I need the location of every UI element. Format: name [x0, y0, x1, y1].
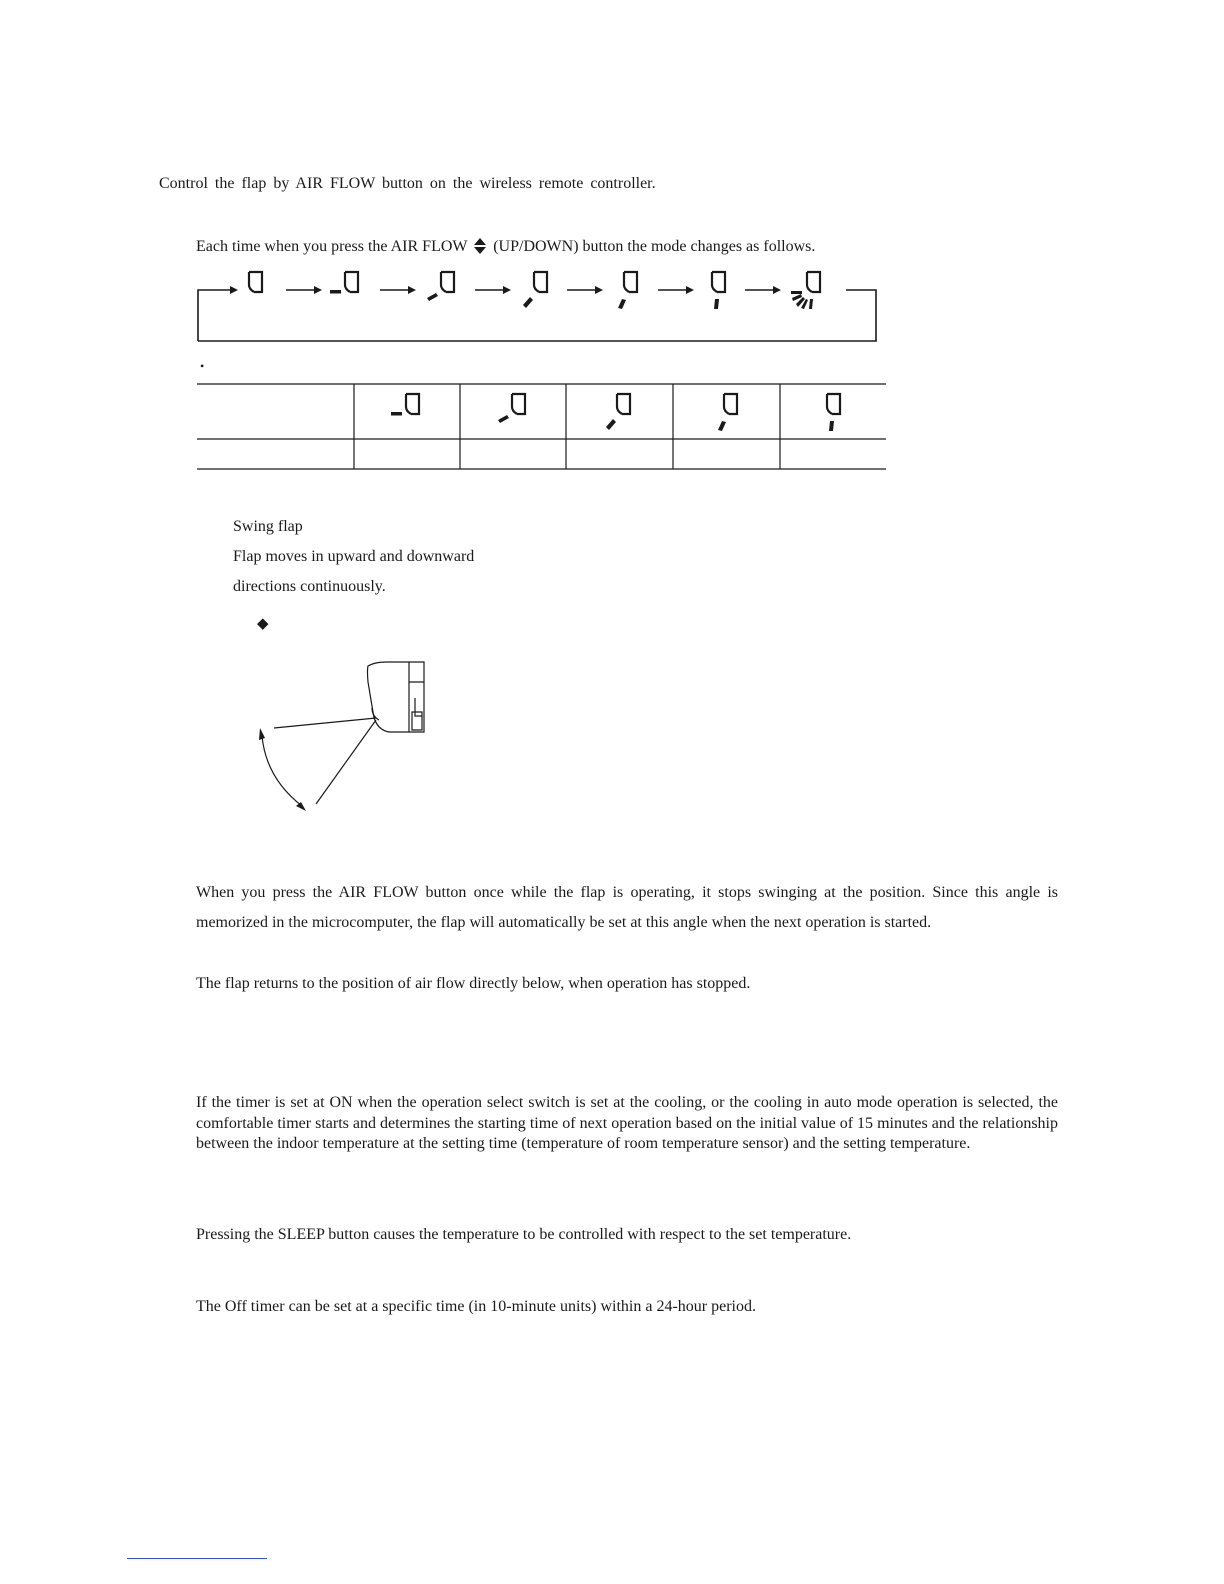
flap-position-2-icon	[427, 272, 454, 301]
flap-position-5-icon	[712, 272, 725, 309]
intro-text: Control the flap by AIR FLOW button on the wireless remote controller.	[159, 175, 656, 192]
swing-title: Swing flap	[233, 518, 303, 535]
table-flap-position-3-icon	[606, 394, 630, 430]
footer-link-line	[127, 1558, 267, 1559]
flap-position-1-icon	[330, 272, 358, 294]
memorize-paragraph: When you press the AIR FLOW button once while the flap is operating, it stops swinging at the position. Since this angle is memorized in the microcomputer, the flap will automatically be set at this angle when the next operation is started.	[196, 884, 1058, 931]
flap-position-table	[197, 383, 897, 473]
table-flap-position-1-icon	[391, 394, 419, 416]
diamond-icon: ◆	[257, 616, 269, 632]
stop-paragraph: The flap returns to the position of air flow directly below, when operation has stopped.	[196, 975, 751, 992]
up-down-icon	[474, 238, 486, 254]
bullet-dot: •	[200, 359, 205, 373]
swing-desc-line2: directions continuously.	[233, 578, 386, 595]
flap-position-3-icon	[523, 272, 547, 308]
swing-desc-line1: Flap moves in upward and downward	[233, 548, 475, 565]
off-timer-paragraph: The Off timer can be set at a specific time (in 10-minute units) within a 24-hour period.	[196, 1298, 756, 1315]
mode-line-prefix: Each time when you press the AIR FLOW	[196, 238, 468, 255]
mode-cycle-diagram	[190, 262, 890, 352]
mode-line-suffix: (UP/DOWN) button the mode changes as follows.	[493, 238, 816, 255]
swing-angle-diagram	[250, 660, 450, 830]
timer-paragraph: If the timer is set at ON when the operation select switch is set at the cooling, or the cooling in auto mode operation is selected, the comfortable timer starts and determines the starting time of next operation based on the initial value of 15 minutes and the relationship between the indoor temperature at the setting time (temperature of room temperature sensor) and the setting temperature.	[196, 1094, 1058, 1152]
table-flap-position-5-icon	[827, 394, 840, 431]
table-flap-position-2-icon	[498, 394, 525, 423]
flap-horizontal-icon	[249, 272, 262, 292]
flap-swing-icon	[791, 272, 820, 309]
table-flap-position-4-icon	[718, 394, 737, 431]
flap-position-4-icon	[618, 272, 637, 309]
mode-line	[196, 235, 815, 256]
sleep-paragraph: Pressing the SLEEP button causes the temperature to be controlled with respect to the set temperature.	[196, 1226, 852, 1243]
